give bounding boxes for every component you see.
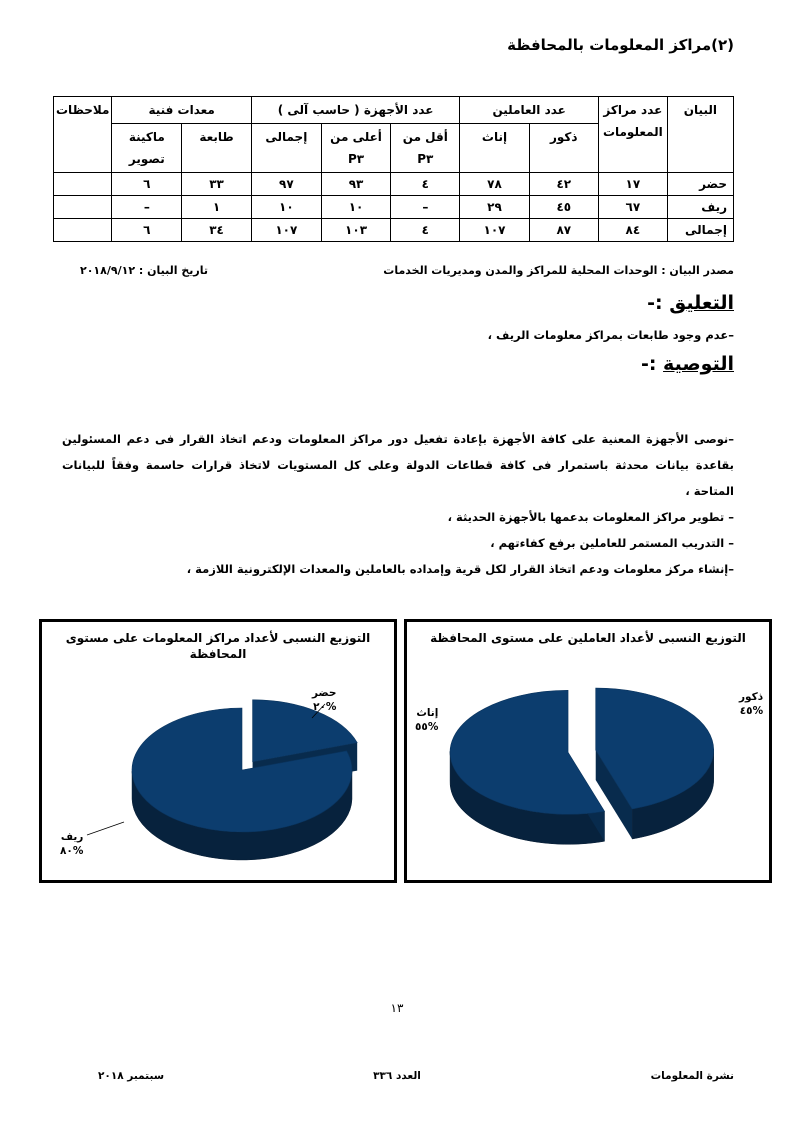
pie-slice-0 <box>596 688 714 839</box>
col-more-p3: أعلى من P٣ <box>321 124 390 173</box>
pie-label-rural <box>60 830 83 858</box>
cell-notes <box>54 196 112 219</box>
table-row <box>54 196 734 219</box>
cell-males: ٨٧ <box>529 219 598 242</box>
section-title: (٢)مراكز المعلومات بالمحافظة <box>507 36 734 54</box>
cell-centers: ١٧ <box>598 173 667 196</box>
col-equipment: معدات فنية <box>112 97 251 124</box>
cell-printer: ٣٣ <box>182 173 252 196</box>
footer-issue: العدد ٣٣٦ <box>373 1070 421 1082</box>
cell-less-p3: – <box>391 196 460 219</box>
cell-females: ٧٨ <box>460 173 529 196</box>
cell-more-p3: ١٠ <box>321 196 390 219</box>
slice-label: ذكور <box>739 691 764 703</box>
col-copier: ماكينة تصوير <box>112 124 182 173</box>
pie-label-urban <box>312 686 336 714</box>
cell-total: ١٠٧ <box>251 219 321 242</box>
comment-heading-suffix: :- <box>647 292 663 314</box>
col-females: إناث <box>460 124 529 173</box>
cell-centers: ٦٧ <box>598 196 667 219</box>
table-header-row <box>54 97 734 124</box>
cell-total: ٩٧ <box>251 173 321 196</box>
cell-centers: ٨٤ <box>598 219 667 242</box>
slice-value-label: %٨٠ <box>60 845 84 857</box>
slice-value-label: %٢٠ <box>313 701 337 713</box>
col-males: ذكور <box>529 124 598 173</box>
col-workers: عدد العاملين <box>460 97 599 124</box>
cell-copier: – <box>112 196 182 219</box>
leader-line <box>87 822 124 835</box>
cell-males: ٤٥ <box>529 196 598 219</box>
col-notes: ملاحظات <box>54 97 112 173</box>
workers-pie-svg <box>407 622 769 880</box>
col-devices: عدد الأجهزة ( حاسب آلى ) <box>251 97 460 124</box>
table-row <box>54 219 734 242</box>
chart-title: التوزيع النسبى لأعداد العاملين على مستوى المحافظة <box>430 631 746 645</box>
cell-printer: ١ <box>182 196 252 219</box>
centers-pie-chart <box>39 619 397 883</box>
cell-males: ٤٢ <box>529 173 598 196</box>
recommendation-item: –إنشاء مركز معلومات ودعم اتخاذ القرار لكل قرية وإمداده بالعاملين والمعدات الإلكترونية اللازمة ، <box>186 562 734 576</box>
comment-heading <box>647 292 734 314</box>
pie-slice-1 <box>450 690 604 844</box>
comment-text: –عدم وجود طابعات بمراكز معلومات الريف ، <box>487 328 734 342</box>
col-total: إجمالى <box>251 124 321 173</box>
row-label: ريف <box>667 196 733 219</box>
comment-heading-text: التعليق <box>669 292 734 314</box>
table-row <box>54 173 734 196</box>
recommendation-item: – التدريب المستمر للعاملين برفع كفاءتهم ، <box>490 536 734 550</box>
cell-females: ١٠٧ <box>460 219 529 242</box>
pie-label-males <box>739 690 763 718</box>
row-label: إجمالى <box>667 219 733 242</box>
cell-more-p3: ١٠٣ <box>321 219 390 242</box>
cell-copier: ٦ <box>112 173 182 196</box>
slice-label: ريف <box>60 831 84 843</box>
col-centers: عدد مراكز المعلومات <box>598 97 667 173</box>
recommendation-block <box>62 426 734 582</box>
cell-notes <box>54 219 112 242</box>
slice-value-label: %٤٥ <box>739 705 764 717</box>
footer-date: سبتمبر ٢٠١٨ <box>98 1070 165 1082</box>
recommendation-heading-text: التوصية <box>663 353 734 375</box>
pie-label-females <box>415 706 438 734</box>
slice-value-label: %٥٥ <box>415 721 439 733</box>
col-printer: طابعة <box>182 124 252 173</box>
recommendation-item: – تطوير مراكز المعلومات بدعمها بالأجهزة الحديثة ، <box>447 510 734 524</box>
centers-pie-svg <box>42 622 394 880</box>
page-number: ١٣ <box>390 1001 404 1015</box>
cell-notes <box>54 173 112 196</box>
recommendation-paragraph: –نوصى الأجهزة المعنية على كافة الأجهزة بإعادة تفعيل دور مراكز المعلومات ودعم اتخاذ القرار فى دعم المسئولين بقاعدة بيانات محدثة باستمرار فى كافة قطاعات الدولة وعلى كل المستويات لاتخاذ قرارات حاسمة وفقاً للبيانات المتاحة ، <box>62 432 734 498</box>
cell-less-p3: ٤ <box>391 173 460 196</box>
cell-printer: ٣٤ <box>182 219 252 242</box>
chart-title: التوزيع النسبى لأعداد مراكز المعلومات على مستوى المحافظة <box>65 631 371 661</box>
col-statement: البيان <box>667 97 733 173</box>
slice-label: إناث <box>416 707 439 719</box>
row-label: حضر <box>667 173 733 196</box>
cell-copier: ٦ <box>112 219 182 242</box>
source-note: مصدر البيان : الوحدات المحلية للمراكز والمدن ومديريات الخدمات <box>383 264 734 277</box>
date-note: تاريخ البيان : ٢٠١٨/٩/١٢ <box>80 264 208 277</box>
cell-more-p3: ٩٣ <box>321 173 390 196</box>
col-less-p3: أقل من P٣ <box>391 124 460 173</box>
data-table <box>53 96 734 242</box>
slice-label: حضر <box>312 687 337 699</box>
workers-pie-chart <box>404 619 772 883</box>
recommendation-heading <box>641 353 734 375</box>
recommendation-heading-suffix: :- <box>640 353 657 375</box>
cell-less-p3: ٤ <box>391 219 460 242</box>
cell-total: ١٠ <box>251 196 321 219</box>
cell-females: ٢٩ <box>460 196 529 219</box>
footer-publication: نشرة المعلومات <box>650 1070 734 1082</box>
